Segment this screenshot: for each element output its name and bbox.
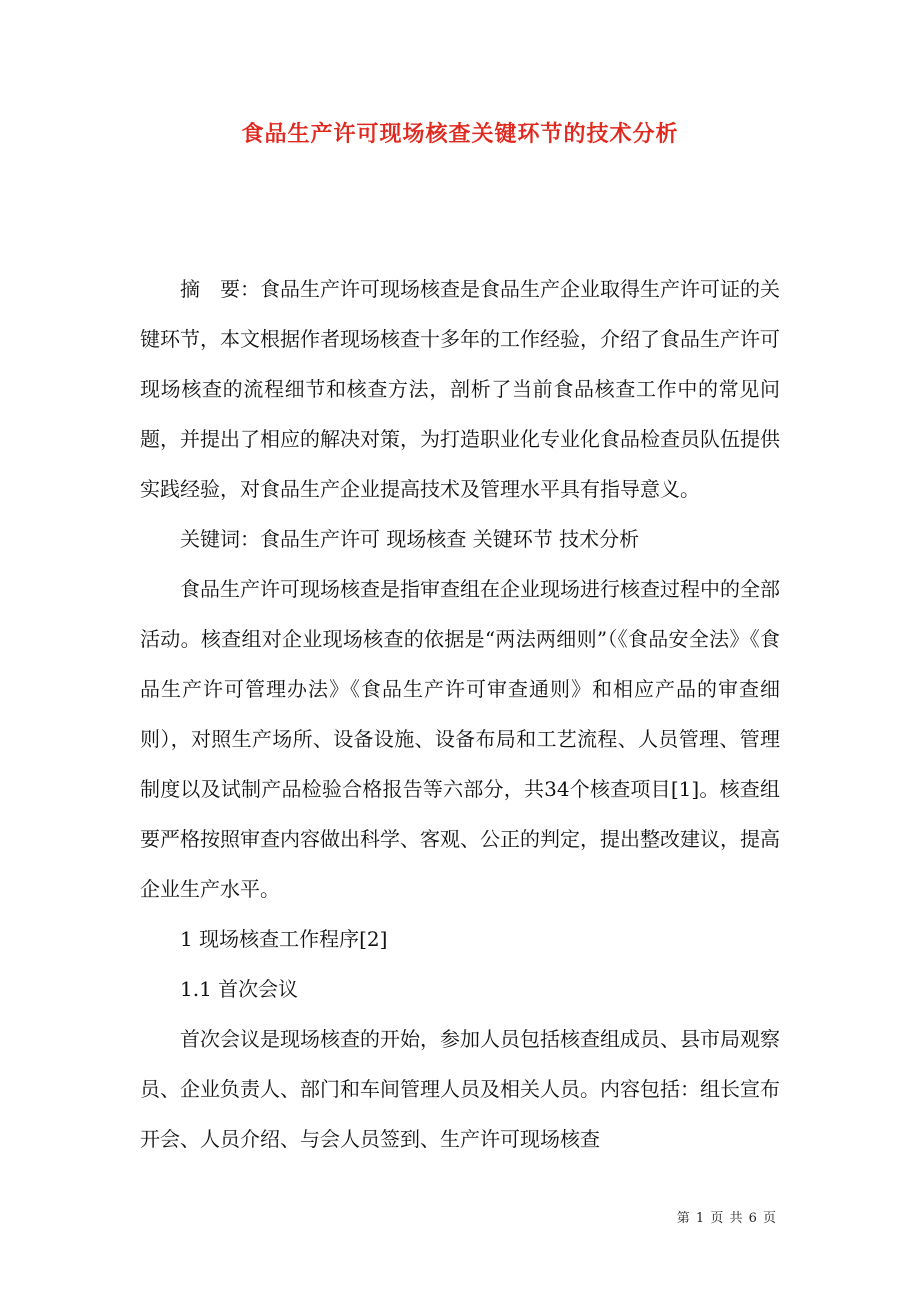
document-title: 食品生产许可现场核查关键环节的技术分析 [241, 122, 679, 147]
body-paragraph: 首次会议是现场核查的开始，参加人员包括核查组成员、县市局观察员、企业负责人、部门和车间管理人员及相关人员。内容包括：组长宣布开会、人员介绍、与会人员签到、生产许可现场核查 [140, 1027, 780, 1151]
page-number: 第 1 页 共 6 页 [676, 1211, 777, 1226]
section-heading: 1 现场核查工作程序[2] [180, 927, 388, 951]
abstract-paragraph: 摘 要：食品生产许可现场核查是食品生产企业取得生产许可证的关键环节，本文根据作者现场核查十多年的工作经验，介绍了食品生产许可现场核查的流程细节和核查方法，剖析了当前食品核查工作中的常见问题，并提出了相应的解决对策，为打造职业化专业化食品检查员队伍提供实践经验，对食品生产企业提高技术及管理水平具有指导意义。 [140, 277, 780, 501]
intro-paragraph: 食品生产许可现场核查是指审查组在企业现场进行核查过程中的全部活动。核查组对企业现场核查的依据是“两法两细则”（《食品安全法》《食品生产许可管理办法》《食品生产许可审查通则》和相应产品的审查细则），对照生产场所、设备设施、设备布局和工艺流程、人员管理、管理制度以及试制产品检验合格报告等六部分，共34个核查项目[1]。核查组要严格按照审查内容做出科学、客观、公正的判定，提出整改建议，提高企业生产水平。 [140, 577, 780, 901]
keywords-paragraph: 关键词：食品生产许可 现场核查 关键环节 技术分析 [180, 527, 640, 551]
subsection-heading: 1.1 首次会议 [180, 977, 299, 1001]
document-body [140, 264, 780, 1164]
